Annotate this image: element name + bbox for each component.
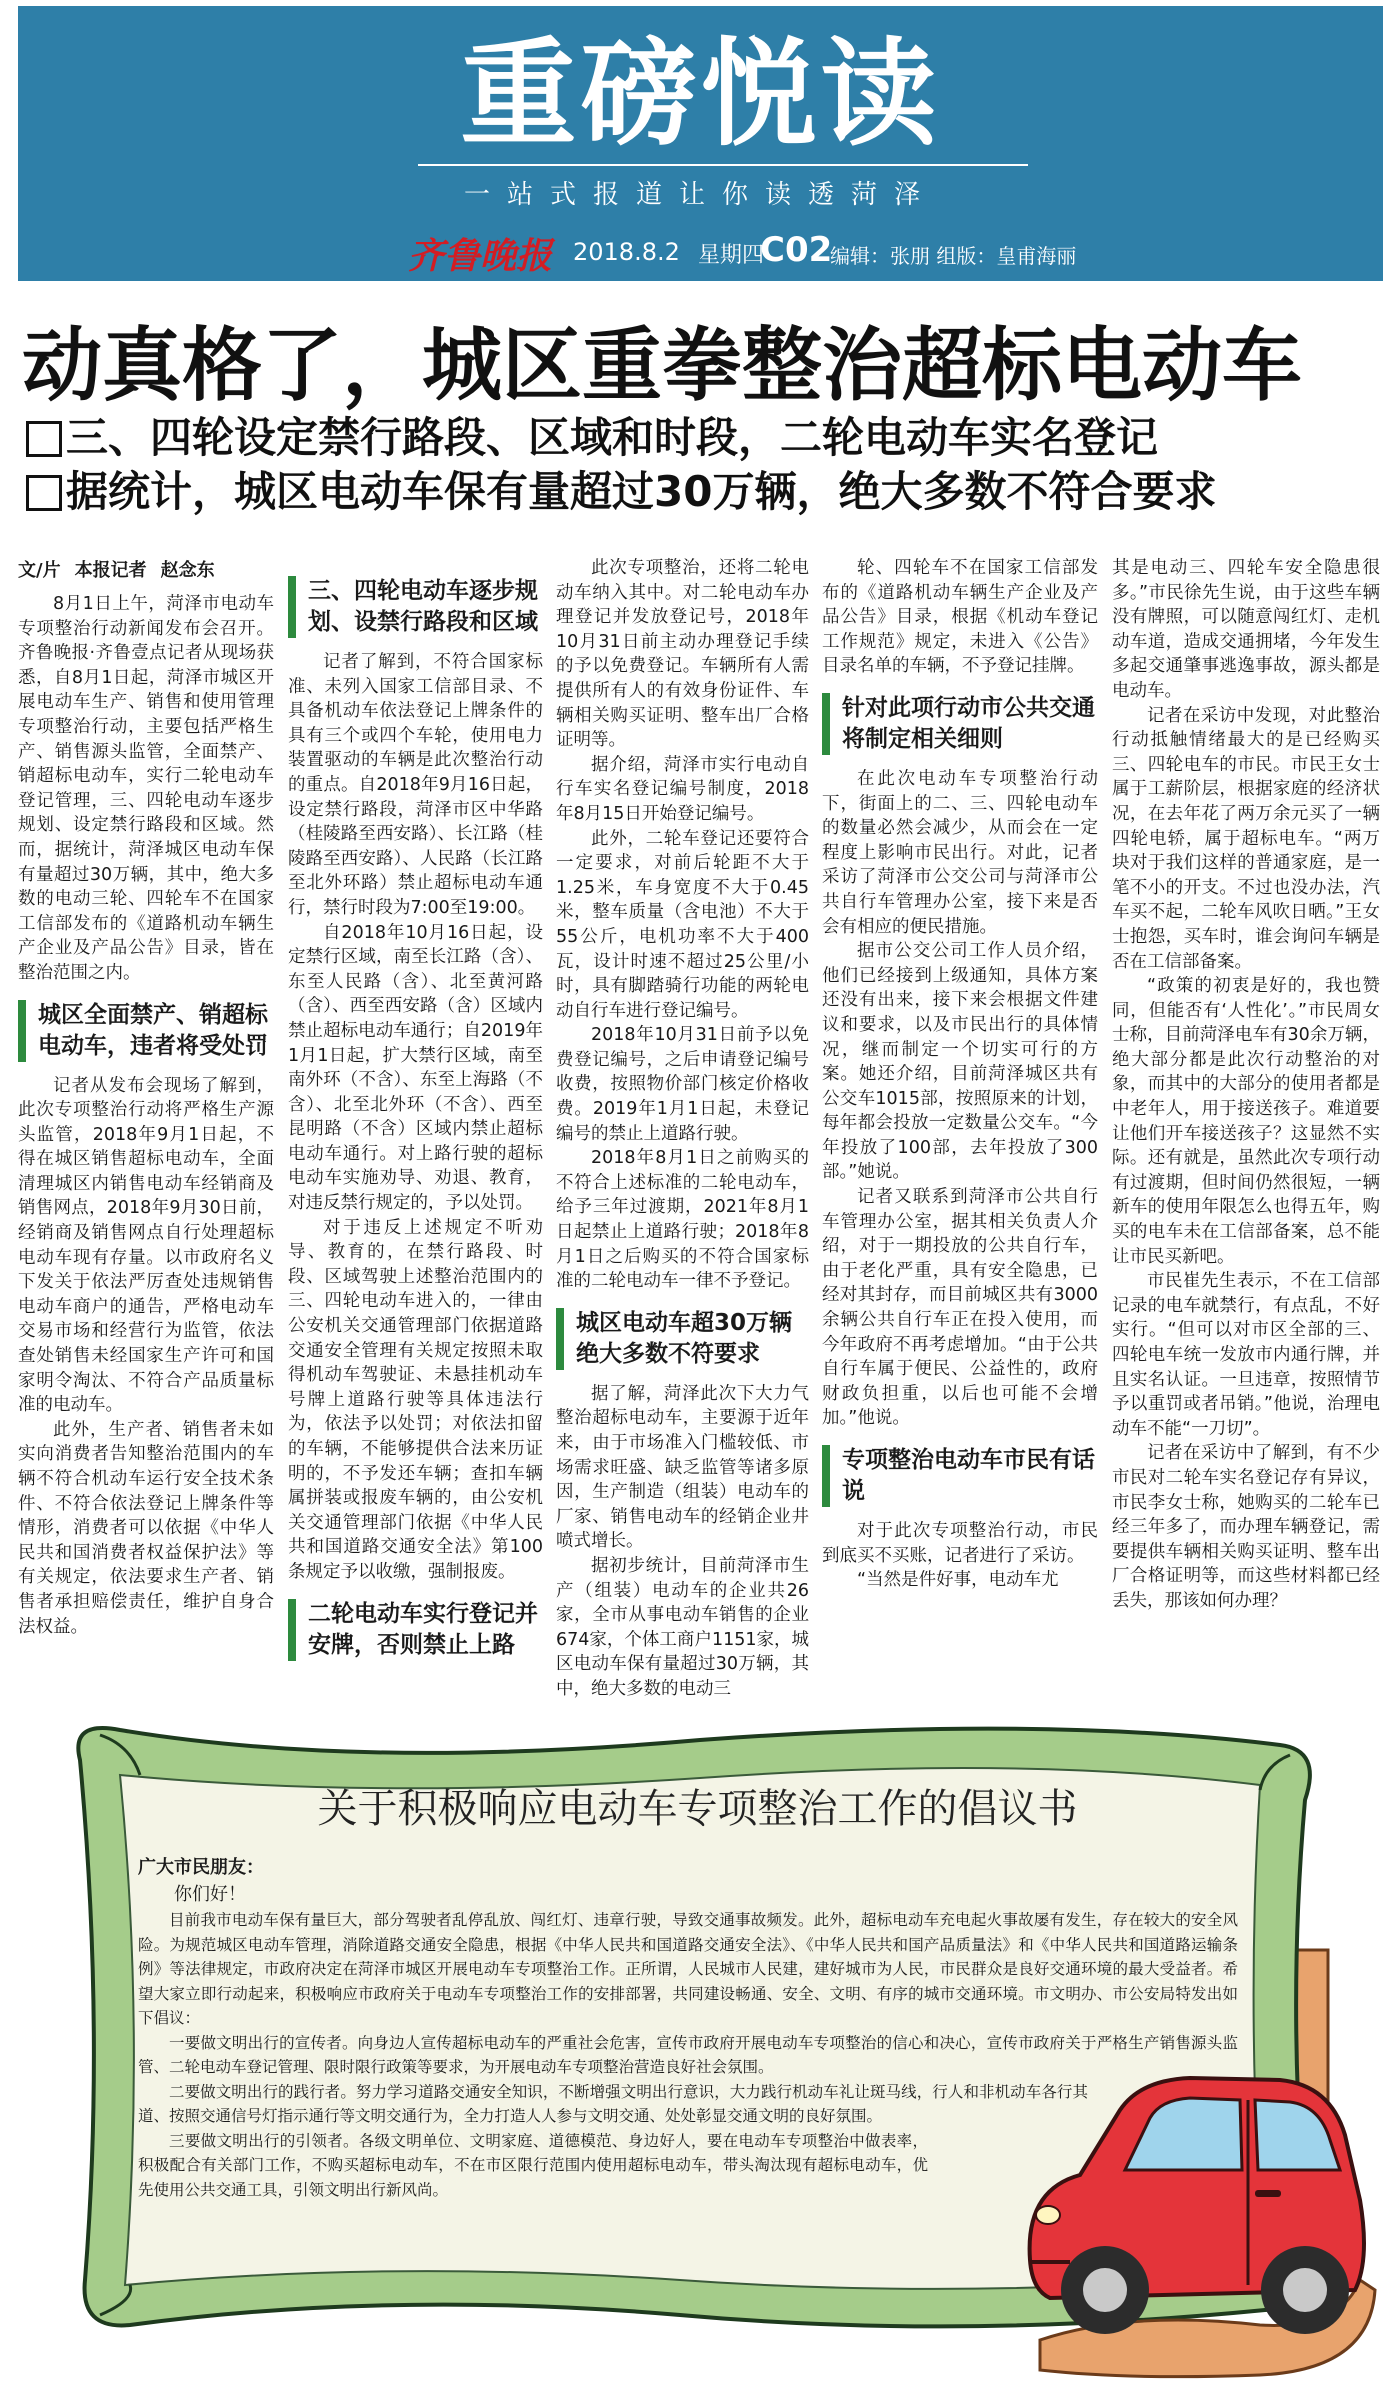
paragraph: 记者了解到，不符合国家标准、未列入国家工信部目录、不具备机动车依法登记上牌条件的具有三个或四个车轮，使用电力装置驱动的车辆是此次整治行动的重点。自2018年9月16日起，设定禁行路段，菏泽市区中华路（桂陵路至西安路）、长江路（桂陵路至西安路）、人民路（长江路至北外环路）禁止超标电动车通行，禁行时段为7:00至19:00。 [288,652,543,918]
paragraph: 记者在采访中了解到，有不少市民对二轮车实名登记存有异议，市民李女士称，她购买的二轮车已经三年多了，而办理车辆登记，需要提供车辆相关购买证明、整车出厂合格证明等，而这些材料都已经丢失，那该如何办理？ [1112,1443,1380,1611]
paragraph: 轮、四轮车不在国家工信部发布的《道路机动车辆生产企业及产品公告》目录，根据《机动车登记工作规范》规定，未进入《公告》目录名单的车辆，不予登记挂牌。 [822,558,1098,677]
checkbox-square-icon [26,475,62,511]
byline [18,556,274,582]
paragraph: “当然是件好事，电动车尤 [857,1570,1059,1591]
article-column-1 [18,556,274,1686]
article-column-5 [1112,556,1380,1686]
paragraph: 对于违反上述规定不听劝导、教育的，在禁行路段、时段、区域驾驶上述整治范围内的三、四轮电动车进入的，一律由公安机关交通管理部门依据道路交通安全管理有关规定按照未取得机动车驾驶证、未悬挂机动车号牌上道路行驶等具体违法行为，依法予以处罚；对依法扣留的车辆，不能够提供合法来历证明的，不予发还车辆；查扣车辆属拼装或报废车辆的，由公安机关交通管理部门依据《中华人民共和国道路交通安全法》第100条规定予以收缴，强制报废。 [288,1217,543,1582]
proposal-hello: 你们好！ [174,1884,246,1905]
section-heading: 三、四轮电动车逐步规划、设禁行路段和区域 [288,576,543,638]
subheadline-2-text: 据统计，城区电动车保有量超过30万辆，绝大多数不符合要求 [66,467,1217,516]
paragraph: 2018年8月1日之前购买的不符合上述标准的二轮电动车，给予三年过渡期，2021年8月1日起禁止上道路行驶；2018年8月1日之后购买的不符合国家标准的二轮电动车一律不予登记。 [556,1148,809,1292]
article-column-3 [556,556,809,1699]
article-column-2 [288,556,543,1686]
masthead-divider [418,164,1028,166]
issue-weekday: 星期四 [698,243,765,268]
paragraph: 记者从发布会现场了解到，此次专项整治行动将严格生产源头监管，2018年9月1日起，不得在城区销售超标电动车，全面清理城区内销售电动车经销商及销售网点，2018年9月30日前，经销商及销售网点自行处理超标电动车现有存量。以市政府名义下发关于依法严厉查处违规销售电动车商户的通告，严格电动车交易市场和经营行为监管，依法查处销售未经国家生产许可和国家明令淘汰、不符合产品质量标准的电动车。 [18,1075,274,1416]
subheadline-1-text: 三、四轮设定禁行路段、区域和时段，二轮电动车实名登记 [66,413,1159,462]
paragraph: 8月1日上午，菏泽市电动车专项整治行动新闻发布会召开。齐鲁晚报·齐鲁壹点记者从现场获悉，自8月1日起，菏泽市城区开展电动车生产、销售和使用管理专项整治行动，主要包括严格生产、销售源头监管，全面禁产、销超标电动车，实行二轮电动车登记管理，三、四轮电动车逐步规划、设定禁行路段和区域。然而，据统计，菏泽城区电动车保有量超过30万辆，其中，绝大多数的电动三轮、四轮车不在国家工信部发布的《道路机动车辆生产企业及产品公告》目录，皆在整治范围之内。 [18,594,274,983]
byline-role: 本报记者 [74,560,147,581]
page-number: C02 [760,230,833,270]
editor-credits: 编辑：张朋 组版：皇甫海丽 [830,244,1077,268]
paragraph: 据初步统计，目前菏泽市生产（组装）电动车的企业共26家，全市从事电动车销售的企业674家，个体工商户1151家，城区电动车保有量超过30万辆，其中，绝大多数的电动三 [556,1555,809,1699]
paragraph: 2018年10月31日前予以免费登记编号，之后申请登记编号收费，按照物价部门核定价格收费。2019年1月1日起，未登记编号的禁止上道路行驶。 [556,1025,809,1144]
masthead-slogan: 一站式报道让你读透菏泽 [463,180,937,210]
masthead [18,6,1383,281]
checkbox-square-icon [26,421,62,457]
section-heading: 城区电动车超30万辆绝大多数不符要求 [556,1308,809,1370]
proposal-paragraph: 三要做文明出行的引领者。各级文明单位、文明家庭、道德模范、身边好人，要在电动车专项整治中做表率，积极配合有关部门工作，不购买超标电动车，不在市区限行范围内使用超标电动车，带头淘汰现有超标电动车，优先使用公共交通工具，引领文明出行新风尚。 [138,2131,928,2199]
proposal-paragraph: 一要做文明出行的宣传者。向身边人宣传超标电动车的严重社会危害，宣传市政府开展电动车专项整治的信心和决心，宣传市政府关于严格生产销售源头监管、二轮电动车登记管理、限时限行政策等要求，为开展电动车专项整治营造良好社会氛围。 [138,2033,1238,2076]
subheadline-2 [26,466,1386,518]
proposal-paragraph: 二要做文明出行的践行者。努力学习道路交通安全知识，不断增强文明出行意识，大力践行机动车礼让斑马线，行人和非机动车各行其道、按照交通信号灯指示通行等文明交通行为，全力打造人人参与文明交通、处处彰显交通文明的良好氛围。 [138,2082,1088,2125]
article-column-4 [822,556,1098,1686]
paragraph: 据介绍，菏泽市实行电动自行车实名登记编号制度，2018年8月15日开始登记编号。 [556,754,809,824]
main-headline: 动真格了，城区重拳整治超标电动车 [22,319,1302,412]
paragraph: 市民崔先生表示，不在工信部记录的电车就禁行，有点乱，不好实行。“但可以对市区全部的三、四轮电车统一发放市内通行牌，并且实名认证。一旦违章，按照情节予以重罚或者吊销。”他说，治理电动车不能“一刀切”。 [1112,1271,1380,1439]
proposal-greeting: 广大市民朋友： [138,1857,264,1878]
paragraph: 记者又联系到菏泽市公共自行车管理办公室，据其相关负责人介绍，对于一期投放的公共自行车，由于老化严重，具有安全隐患，已经对其封存，而目前城区共有3000余辆公共自行车正在投入使用，而今年政府不再考虑增加。“由于公共自行车属于便民、公益性的，政府财政负担重，以后也可能不会增加。”他说。 [822,1187,1098,1429]
subheadline-1 [26,412,1386,464]
paragraph: 对于此次专项整治行动，市民到底买不买账，记者进行了采访。 [822,1521,1098,1566]
section-heading: 二轮电动车实行登记并安牌，否则禁止上路 [288,1599,543,1661]
paragraph: 记者在采访中发现，对此整治行动抵触情绪最大的是已经购买三、四轮电车的市民。市民王女士属于工薪阶层，根据家庭的经济状况，在去年花了两万余元买了一辆四轮电轿，属于超标电车。“两万块对于我们这样的普通家庭，是一笔不小的开支。不过也没办法，汽车买不起，二轮车风吹日晒。”王女士抱怨，买车时，谁会询问车辆是否在工信部备案。 [1112,705,1380,972]
paragraph: 据了解，菏泽此次下大力气整治超标电动车，主要源于近年来，由于市场准入门槛较低、市场需求旺盛、缺乏监管等诸多原因，生产制造（组装）电动车的厂家、销售电动车的经销企业井喷式增长。 [556,1383,809,1552]
section-heading: 城区全面禁产、销超标电动车，违者将受处罚 [18,1000,274,1062]
issue-date: 2018.8.2 [573,238,680,266]
byline-name: 赵念东 [160,560,215,581]
paragraph: 此次专项整治，还将二轮电动车纳入其中。对二轮电动车办理登记并发放登记号，2018年10月31日前主动办理登记手续的予以免费登记。车辆所有人需提供所有人的有效身份证件、车辆相关购买证明、整车出厂合格证明等。 [556,558,809,751]
newspaper-logo: 齐鲁晚报 [408,235,553,277]
red-car-illustration [1010,2040,1380,2380]
paragraph: 其是电动三、四轮车安全隐患很多。”市民徐先生说，由于这些车辆没有牌照，可以随意闯红灯、走机动车道，造成交通拥堵，今年发生多起交通肇事逃逸事故，源头都是电动车。 [1112,558,1380,701]
byline-prefix: 文/片 [18,560,61,581]
paragraph: 此外，生产者、销售者未如实向消费者告知整治范围内的车辆不符合机动车运行安全技术条件、不符合依法登记上牌条件等情形，消费者可以依据《中华人民共和国消费者权益保护法》等有关规定，依法要求生产者、销售者承担赔偿责任，维护自身合法权益。 [18,1419,274,1637]
proposal-title: 关于积极响应电动车专项整治工作的倡议书 [317,1786,1078,1832]
proposal-paragraph: 目前我市电动车保有量巨大，部分驾驶者乱停乱放、闯红灯、违章行驶，导致交通事故频发。此外，超标电动车充电起火事故屡有发生，存在较大的安全风险。为规范城区电动车管理，消除道路交通安全隐患，根据《中华人民共和国道路交通安全法》、《中华人民共和国产品质量法》和《中华人民共和国道路运输条例》等法律规定，市政府决定在菏泽市城区开展电动车专项整治工作。正所谓，人民城市人民建，建好城市为人民，市民群众是良好交通环境的最大受益者。希望大家立即行动起来，积极响应市政府关于电动车专项整治工作的安排部署，共同建设畅通、安全、文明、有序的城市交通环境。市文明办、市公安局特发出如下倡议： [138,1911,1238,2027]
paragraph: 自2018年10月16日起，设定禁行区域，南至长江路（含）、东至人民路（含）、北至黄河路（含）、西至西安路（含）区域内禁止超标电动车通行；自2019年1月1日起，扩大禁行区域，南至南外环（不含）、东至上海路（不含）、北至北外环（不含）、西至昆明路（不含）区域内禁止超标电动车通行。对上路行驶的超标电动车实施劝导、劝退、教育，对违反禁行规定的，予以处罚。 [288,922,543,1214]
paragraph: 据市公交公司工作人员介绍，他们已经接到上级通知，具体方案还没有出来，接下来会根据文件建议和要求，以及市民出行的具体情况，继而制定一个切实可行的方案。她还介绍，目前菏泽城区共有公交车1015部，按照原来的计划，每年都会投放一定数量公交车。“今年投放了100部，去年投放了300部。”她说。 [822,941,1098,1183]
paragraph: “政策的初衷是好的，我也赞同，但能否有‘人性化’。”市民周女士称，目前菏泽电车有30余万辆，绝大部分都是此次行动整治的对象，而其中的大部分的使用者都是中老年人，用于接送孩子。难道要让他们开车接送孩子？这显然不实际。还有就是，虽然此次专项行动有过渡期，但时间仍然很短，一辆新车的使用年限怎么也得五年，购买的电车未在工信部备案，总不能让市民买新吧。 [1112,976,1380,1267]
paragraph: 在此次电动车专项整治行动下，街面上的二、三、四轮电动车的数量必然会减少，从而会在一定程度上影响市民出行。对此，记者采访了菏泽市公交公司与菏泽市公共自行车管理办公室，接下来是否会有相应的便民措施。 [822,768,1098,937]
masthead-title: 重磅悦读 [460,27,941,162]
paragraph: 此外，二轮车登记还要符合一定要求，对前后轮距不大于1.25米，车身宽度不大于0.45米，整车质量（含电池）不大于55公斤，电机功率不大于400瓦，设计时速不超过25公里/小时，具有脚踏骑行功能的两轮电动自行车进行登记编号。 [556,828,809,1021]
section-heading: 专项整治电动车市民有话说 [822,1445,1098,1507]
section-heading: 针对此项行动市公共交通将制定相关细则 [822,693,1098,755]
